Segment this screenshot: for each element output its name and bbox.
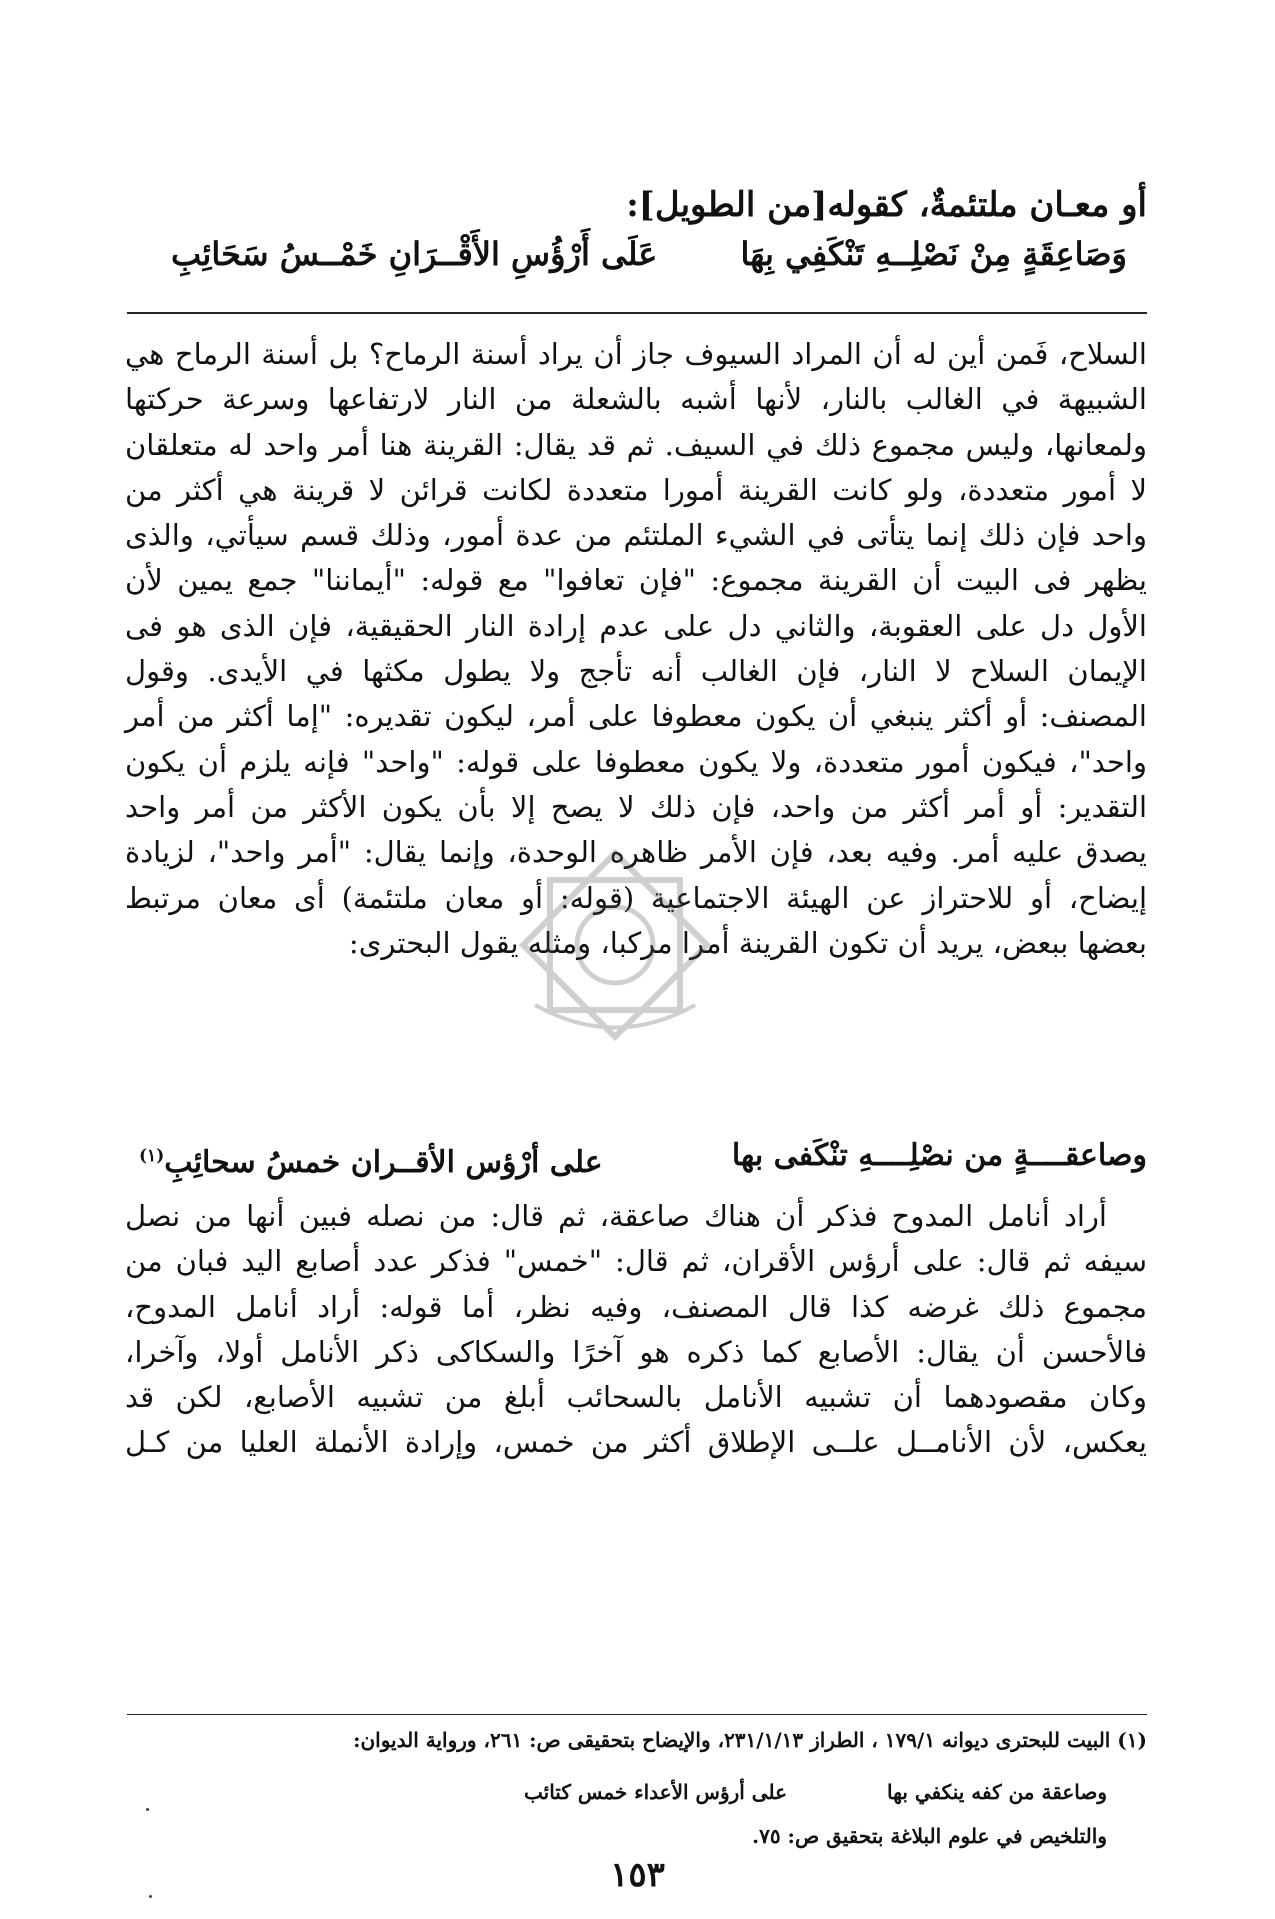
body-line: السلاح، فَمن أين له أن المراد السيوف جاز أن يراد أسنة الرماح؟ بل أسنة الرماح هي <box>125 337 1147 371</box>
scan-speck <box>146 1808 149 1811</box>
page-number: ١٥٣ <box>610 1855 665 1895</box>
body-line: بعضها ببعض، يريد أن تكون القرينة أمرا مركبا، ومثله يقول البحترى: <box>348 925 1147 960</box>
matn-intro: أو معـان ملتئمةٌ، كقوله[من الطويل]: <box>626 185 1147 225</box>
body-line: فالأحسن أن يقال: الأصابع كما ذكره هو آخرًا والسكاكى ذكر الأنامل أولا، وآخرا، <box>125 1334 1147 1369</box>
library-seal-watermark-icon <box>505 835 725 1055</box>
body-line: التقدير: أو أمر أكثر من واحد، فإن ذلك لا يصح إلا بأن يكون الأكثر من أمر واحد <box>125 789 1147 824</box>
header-divider <box>127 312 1147 314</box>
body-line: لا أمور متعددة، ولو كانت القرينة أمورا متعددة لكانت قرائن لا قرينة هي أكثر من <box>125 472 1147 507</box>
matn-verse-first-hemistich: وَصَاعِقَةٍ مِنْ نَصْلِــهِ تَنْكَفِي بِهَا <box>740 235 1127 273</box>
body-line: يصدق عليه أمر. وفيه بعد، فإن الأمر ظاهره الوحدة، وإنما يقال: "أمر واحد"، لزيادة <box>125 835 1147 870</box>
body-line: وكان مقصودهما أن تشبيه الأنامل بالسحائب أبلغ من تشبيه الأصابع، لكن قد <box>125 1380 1147 1415</box>
poem-second-hemistich <box>125 1132 603 1187</box>
matn-verse-second-hemistich: عَلَى أَرْؤُسِ الأَقْــرَانِ خَمْــسُ سَحَائِبِ <box>171 235 658 273</box>
body-line: الأول دل على العقوبة، والثاني دل على عدم إرادة النار الحقيقية، فإن الذى هو فى <box>125 608 1147 643</box>
footnote-marker[interactable]: (١) <box>139 1146 165 1166</box>
body-line: سيفه ثم قال: على أرؤس الأقران، ثم قال: "خمس" فذكر عدد أصابع اليد فبان من <box>125 1244 1147 1279</box>
footnote-verse-first: وصاعقة من كفه ينكفي بها <box>887 1780 1107 1804</box>
body-line: مجموع ذلك غرضه كذا قال المصنف، وفيه نظر، أما قوله: أراد أنامل المدوح، <box>125 1289 1147 1324</box>
matn-verse <box>137 229 1147 279</box>
commentary-body-continued <box>125 1194 1147 1466</box>
footnote-verse <box>127 1774 1147 1810</box>
body-line: الإيمان السلاح لا النار، فإن الغالب أنه تأجج ولا يطول مكثها في الأيدى. وقول <box>125 654 1147 689</box>
body-line: إيضاح، أو للاحتراز عن الهيئة الاجتماعية (قوله: أو معان ملتئمة) أى معان مرتبط <box>125 880 1147 915</box>
scan-speck <box>149 1895 152 1898</box>
footnote-verse-second: على أرؤس الأعداء خمس كتائب <box>524 1780 787 1804</box>
footnotes <box>127 1722 1147 1854</box>
body-line: واحد فإن ذلك إنما يتأتى في الشيء الملتئم من عدة أمور، وذلك قسم سيأتي، والذى <box>125 518 1147 553</box>
poem-verse <box>125 1132 1147 1187</box>
body-line: يظهر فى البيت أن القرينة مجموع: "فإن تعافوا" مع قوله: "أيماننا" جمع يمين لأن <box>125 563 1147 598</box>
matn-header <box>137 183 1147 279</box>
poem-first-hemistich: وصاعقــــةٍ من نصْلِــــهِ تنْكَفى بها <box>731 1138 1147 1173</box>
body-line: ولمعانها، وليس مجموع ذلك في السيف. ثم قد يقال: القرينة هنا أمر واحد له متعلقان <box>125 427 1147 462</box>
body-line: المصنف: أو أكثر ينبغي أن يكون معطوفا على أمر، ليكون تقديره: "إما أكثر من أمر <box>125 699 1147 734</box>
footnote-line: (١) البيت للبحترى ديوانه ١٧٩/١ ، الطراز ٢٣١/١/١٣، والإيضاح بتحقيقى ص: ٢٦١، ورواية الديوان: <box>353 1728 1147 1752</box>
body-line: الشبيهة في الغالب بالنار، لأنها أشبه بالشعلة من النار لارتفاعها وسرعة حركتها <box>125 382 1147 417</box>
body-line: يعكس، لأن الأنامــل علــى الإطلاق أكثر من خمس، وإرادة الأنملة العليا من كـل <box>125 1425 1147 1460</box>
poem-second-hemistich-text: على أرْؤس الأقــران خمسُ سحائِبِ <box>164 1145 603 1180</box>
body-line: أراد أنامل المدوح فذكر أن هناك صاعقة، ثم قال: من نصله فبين أنها من نصل <box>125 1199 1107 1233</box>
footnote-line: والتلخيص في علوم البلاغة بتحقيق ص: ٧٥. <box>752 1824 1107 1848</box>
body-line: واحد"، فيكون أمور متعددة، ولا يكون معطوفا على قوله: "واحد" فإنه يلزم أن يكون <box>125 744 1147 779</box>
footnote-divider <box>127 1714 1147 1715</box>
